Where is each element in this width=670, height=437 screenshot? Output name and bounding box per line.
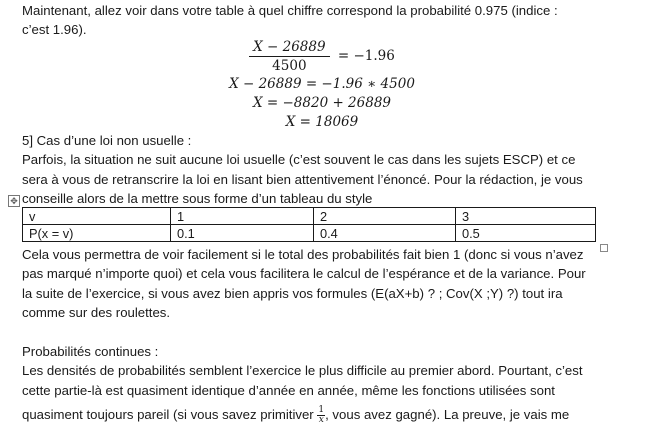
continuous-line-2: cette partie-là est quasiment identique d’année en année, même les fonctions utilisées sont: [22, 383, 555, 398]
table-header-row: [23, 208, 596, 225]
table-cell[interactable]: 0.4: [314, 225, 456, 242]
equation-4: X = 18069: [285, 114, 359, 130]
continuous-line-3-end: , vous avez gagné). La preuve, je vais me: [325, 407, 570, 422]
continuous-line-3: [22, 405, 569, 425]
continuous-heading: Probabilités continues :: [22, 344, 159, 359]
fraction-denominator: x: [318, 415, 324, 426]
equation-2: X − 26889 = −1.96 ∗ 4500: [229, 76, 415, 92]
equation-1-fraction: [249, 39, 329, 74]
after-table-line-1: Cela vous permettra de voir facilement si le total des probabilités fait bien 1 (donc si vous n’avez: [22, 247, 584, 262]
table-cell[interactable]: 0.5: [456, 225, 596, 242]
table-cell[interactable]: P(x = v): [23, 225, 171, 242]
intro-line-1: Maintenant, allez voir dans votre table à quel chiffre correspond la probabilité 0.975 (indice :: [22, 3, 558, 18]
section-5-heading: 5] Cas d’une loi non usuelle :: [22, 133, 192, 148]
table-row: [23, 225, 596, 242]
fraction-numerator: 1: [318, 405, 325, 416]
continuous-line-3-start: quasiment toujours pareil (si vous savez primitiver: [22, 407, 318, 422]
table-resize-icon[interactable]: [600, 244, 608, 252]
after-table-line-2: pas marqué n’importe quoi) et cela vous facilitera le calcul de l’espérance et de la variance. Pour: [22, 266, 586, 281]
equation-3: X = −8820 + 26889: [252, 95, 391, 111]
intro-line-2: c’est 1.96).: [22, 22, 87, 37]
one-over-x-fraction: [317, 406, 325, 425]
after-table-line-4: comme sur des roulettes.: [22, 305, 171, 320]
table-cell[interactable]: 1: [171, 208, 314, 225]
section-5-line-2: sera à vous de retranscrire la loi en lisant bien attentivement l’énoncé. Pour la rédaction, je vous: [22, 172, 583, 187]
equation-1: [22, 39, 622, 74]
table-cell[interactable]: 0.1: [171, 225, 314, 242]
equation-1-denominator: 4500: [272, 58, 307, 74]
probability-table[interactable]: [22, 207, 596, 242]
continuous-line-1: Les densités de probabilités semblent l’exercice le plus difficile au premier abord. Pourtant, c’est: [22, 363, 583, 378]
section-5-line-1: Parfois, la situation ne suit aucune loi usuelle (c’est souvent le cas dans les sujets ESCP) et ce: [22, 152, 576, 167]
equation-1-numerator: X − 26889: [249, 39, 329, 57]
table-cell[interactable]: 2: [314, 208, 456, 225]
table-move-icon[interactable]: ✥: [8, 195, 20, 207]
equation-1-rhs: = −1.96: [337, 48, 395, 64]
table-cell[interactable]: v: [23, 208, 171, 225]
after-table-line-3: la suite de l’exercice, si vous avez bien appris vos formules (E(aX+b) ? ; Cov(X ;Y) ?) tout ira: [22, 286, 563, 301]
table-cell[interactable]: 3: [456, 208, 596, 225]
section-5-line-3: conseille alors de la mettre sous forme d’un tableau du style: [22, 191, 373, 206]
